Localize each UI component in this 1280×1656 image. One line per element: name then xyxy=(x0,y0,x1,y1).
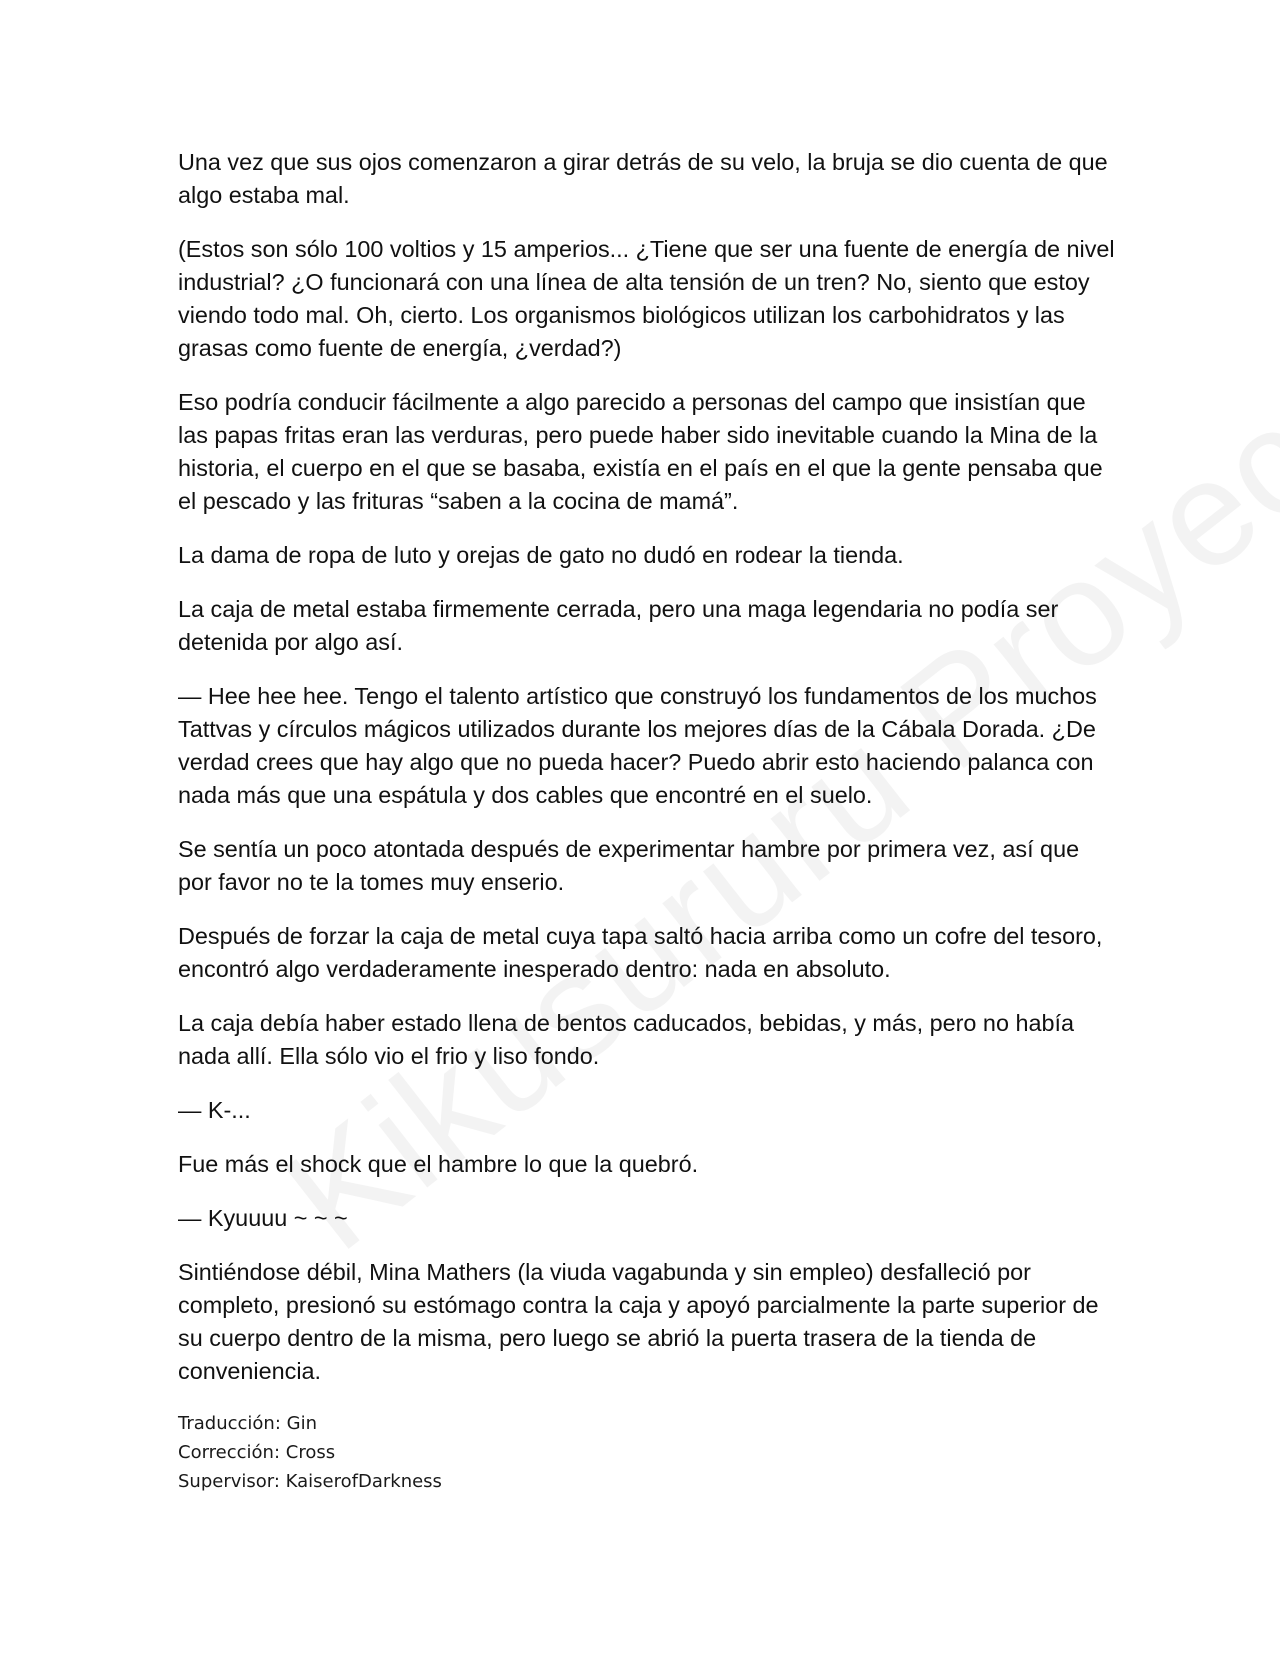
paragraph: Eso podría conducir fácilmente a algo parecido a personas del campo que insistían que las papas fritas eran las verduras, pero puede haber sido inevitable cuando la Mina de la historia, el cuerpo en el que se basaba, existía en el país en el que la gente pensaba que el pescado y las frituras “saben a la cocina de mamá”. xyxy=(178,389,1103,514)
paragraph: La dama de ropa de luto y orejas de gato no dudó en rodear la tienda. xyxy=(178,542,904,568)
document-body xyxy=(178,146,1118,1496)
paragraph: La caja debía haber estado llena de bentos caducados, bebidas, y más, pero no había nada allí. Ella sólo vio el frio y liso fondo. xyxy=(178,1010,1074,1069)
credit-translation: Traducción: Gin xyxy=(178,1413,317,1434)
credits-block xyxy=(178,1409,1118,1496)
paragraph: — Kyuuuu ~ ~ ~ xyxy=(178,1205,348,1231)
paragraph: La caja de metal estaba firmemente cerrada, pero una maga legendaria no podía ser detenida por algo así. xyxy=(178,596,1059,655)
paragraph: — K-... xyxy=(178,1097,251,1123)
paragraph: Después de forzar la caja de metal cuya tapa saltó hacia arriba como un cofre del tesoro, encontró algo verdaderamente inesperado dentro: nada en absoluto. xyxy=(178,923,1103,982)
paragraph: Fue más el shock que el hambre lo que la quebró. xyxy=(178,1151,699,1177)
paragraph: — Hee hee hee. Tengo el talento artístico que construyó los fundamentos de los muchos Tattvas y círculos mágicos utilizados durante los mejores días de la Cábala Dorada. ¿De verdad crees que hay algo que no pueda hacer? Puedo abrir esto haciendo palanca con nada más que una espátula y dos cables que encontré en el suelo. xyxy=(178,683,1097,808)
paragraph: Sintiéndose débil, Mina Mathers (la viuda vagabunda y sin empleo) desfalleció por completo, presionó su estómago contra la caja y apoyó parcialmente la parte superior de su cuerpo dentro de la misma, pero luego se abrió la puerta trasera de la tienda de conveniencia. xyxy=(178,1259,1099,1384)
paragraph: (Estos son sólo 100 voltios y 15 amperios... ¿Tiene que ser una fuente de energía de nivel industrial? ¿O funcionará con una línea de alta tensión de un tren? No, siento que estoy viendo todo mal. Oh, cierto. Los organismos biológicos utilizan los carbohidratos y las grasas como fuente de energía, ¿verdad?) xyxy=(178,236,1115,361)
paragraph: Se sentía un poco atontada después de experimentar hambre por primera vez, así que por favor no te la tomes muy enserio. xyxy=(178,836,1080,895)
credit-correction: Corrección: Cross xyxy=(178,1442,336,1463)
paragraph: Una vez que sus ojos comenzaron a girar detrás de su velo, la bruja se dio cuenta de que algo estaba mal. xyxy=(178,149,1108,208)
credit-supervisor: Supervisor: KaiserofDarkness xyxy=(178,1471,442,1492)
